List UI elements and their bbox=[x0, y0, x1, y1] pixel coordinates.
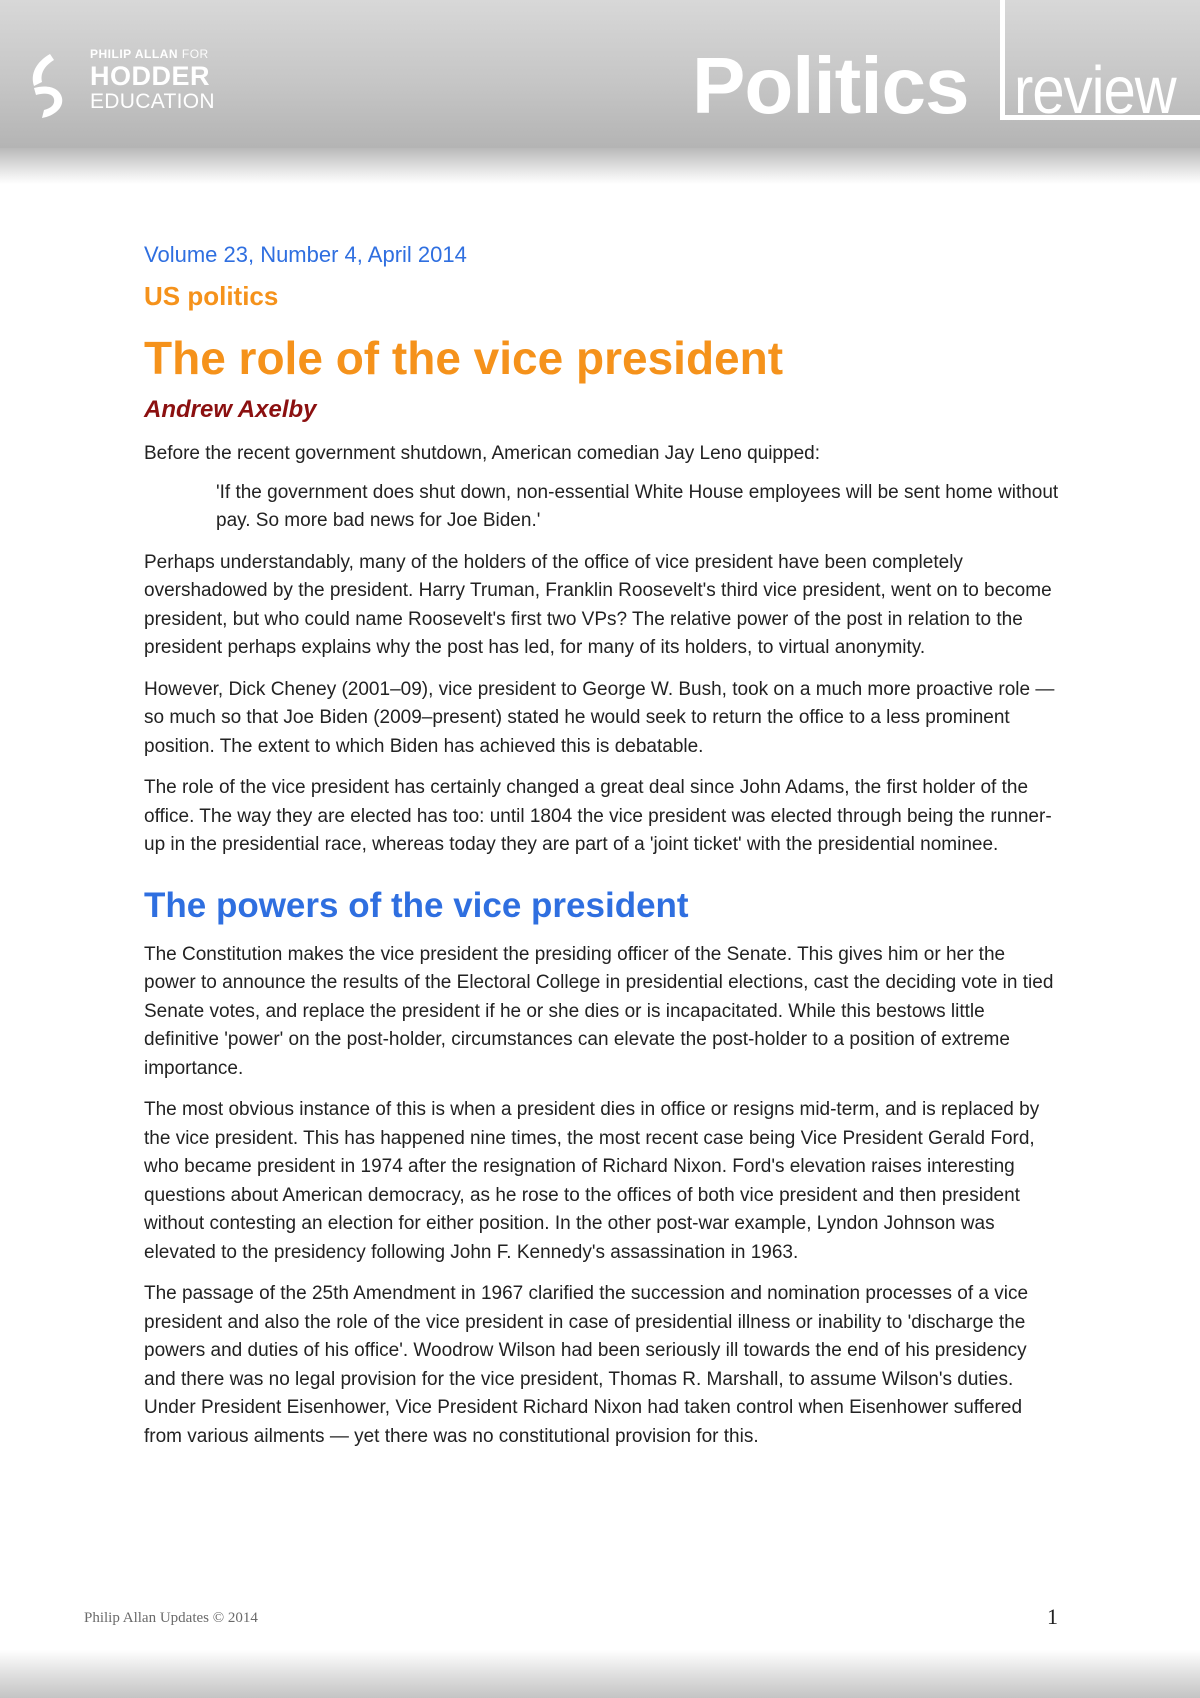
footer-copyright: Philip Allan Updates © 2014 bbox=[84, 1610, 258, 1626]
publisher-line1: PHILIP ALLAN FOR bbox=[90, 47, 209, 61]
body-paragraph: Perhaps understandably, many of the holders of the office of vice president have been completely overshadowed by the president. Harry Truman, Franklin Roosevelt's third vice president, went on to become president, but who could name Roosevelt's first two VPs? The relative power of the post in relation to the president perhaps explains why the post has led, for many of its holders, to virtual anonymity. bbox=[144, 551, 1052, 658]
page-header bbox=[0, 0, 1200, 148]
body-paragraph: The most obvious instance of this is when a president dies in office or resigns mid-term, and is replaced by the vice president. This has happened nine times, the most recent case being Vice President Gerald Ford, who became president in 1974 after the resignation of Richard Nixon. Ford's elevation raises interesting questions about American democracy, as he rose to the offices of both vice president and then president without contesting an election for either position. In the other post-war example, Lyndon Johnson was elevated to the presidency following John F. Kennedy's assassination in 1963. bbox=[144, 1099, 1040, 1263]
section-heading: The powers of the vice president bbox=[144, 885, 689, 925]
article-author: Andrew Axelby bbox=[144, 396, 317, 423]
masthead bbox=[680, 0, 1200, 148]
masthead-bar bbox=[1000, 0, 1005, 120]
page-number: 1 bbox=[1047, 1604, 1058, 1629]
header-strip bbox=[0, 148, 1200, 184]
footer-bar bbox=[0, 1650, 1200, 1698]
masthead-review: review bbox=[1014, 53, 1176, 129]
section-label: US politics bbox=[144, 281, 279, 311]
publisher-subname: EDUCATION bbox=[90, 90, 215, 113]
body-paragraph: The Constitution makes the vice president the presiding officer of the Senate. This gives him or her the power to announce the results of the Electoral College in presidential elections, cast the deciding vote in tied Senate votes, and replace the president if he or she dies or is incapacitated. While this bestows little definitive 'power' on the post-holder, circumstances can elevate the post-holder to a position of extreme importance. bbox=[144, 943, 1054, 1079]
body-paragraph: The passage of the 25th Amendment in 1967 clarified the succession and nomination processes of a vice president and also the role of the vice president in case of presidential illness or inability to 'discharge the powers and duties of his office'. Woodrow Wilson had been seriously ill towards the end of his presidency and there was no legal provision for the vice president, Thomas R. Marshall, to assume Wilson's duties. Under President Eisenhower, Vice President Richard Nixon had taken control when Eisenhower suffered from various ailments — yet there was no constitutional provision for this. bbox=[144, 1283, 1029, 1447]
volume-info: Volume 23, Number 4, April 2014 bbox=[144, 242, 467, 267]
publisher-logo bbox=[24, 48, 254, 128]
body-paragraph: The role of the vice president has certainly changed a great deal since John Adams, the first holder of the office. The way they are elected has too: until 1804 the vice president was elected through being the runner-up in the presidential race, whereas today they are part of a 'joint ticket' with the presidential nominee. bbox=[144, 777, 1052, 855]
masthead-politics: Politics bbox=[692, 41, 969, 130]
article bbox=[144, 240, 1060, 1451]
article-title: The role of the vice president bbox=[144, 332, 784, 384]
publisher-text bbox=[90, 48, 215, 112]
publisher-name: HODDER bbox=[90, 61, 211, 91]
body-paragraph: However, Dick Cheney (2001–09), vice president to George W. Bush, took on a much more proactive role — so much so that Joe Biden (2009–present) stated he would seek to return the office to a less prominent position. The extent to which Biden has achieved this is debatable. bbox=[144, 678, 1055, 757]
intro-paragraph: Before the recent government shutdown, American comedian Jay Leno quipped: bbox=[144, 443, 820, 464]
block-quote: 'If the government does shut down, non-essential White House employees will be sent home without pay. So more bad news for Joe Biden.' bbox=[216, 481, 1059, 531]
hodder-logo-icon bbox=[24, 52, 74, 120]
